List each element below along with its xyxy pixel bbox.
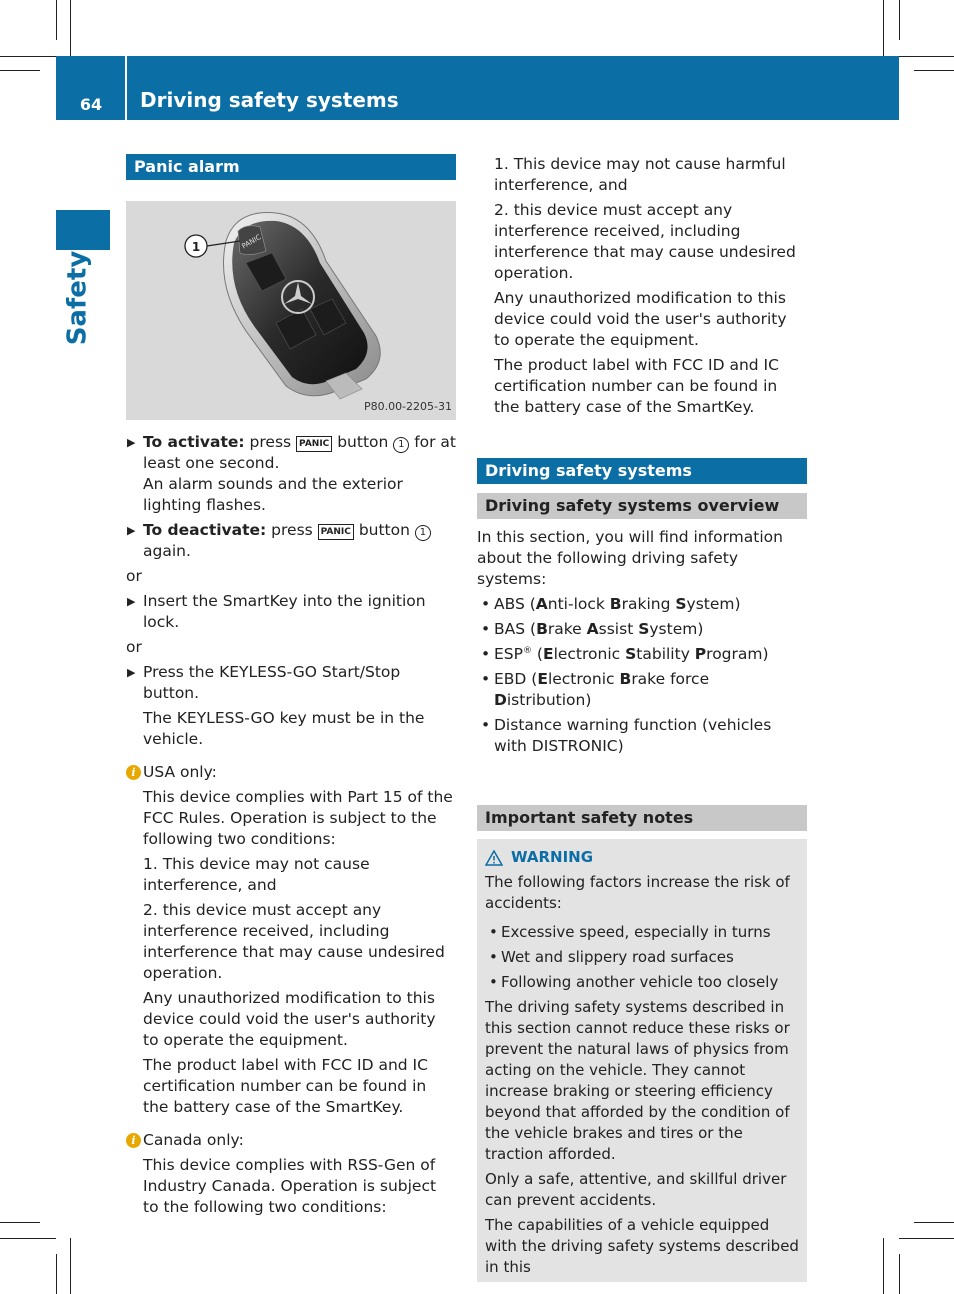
list-item-esp: • ESP® (Electronic Stability Program) (481, 645, 769, 663)
section-title-panic-alarm: Panic alarm (126, 154, 456, 180)
crop-mark (883, 1238, 884, 1294)
warning-p1: The driving safety systems described in this section cannot reduce these risks or prevent the natural laws of physics from acting on the vehicle. They cannot increase braking or steering efficiency beyond that afforded by the condition of the vehicle brakes and tires or the traction afforded. (485, 998, 790, 1163)
info-label: Canada only: (143, 1131, 244, 1149)
bullet-icon: • (481, 670, 491, 688)
warning-factor: • Excessive speed, especially in turns (489, 923, 771, 941)
warning-heading (485, 847, 799, 868)
figure-code: P80.00-2205-31 (363, 400, 452, 413)
warning-intro: The following factors increase the risk of accidents: (485, 873, 790, 912)
step-text: button (353, 521, 415, 539)
smartkey-illustration (126, 201, 456, 420)
step-deactivate (126, 520, 456, 562)
step-label: To deactivate: (143, 521, 267, 539)
side-tab-label: Safety (62, 250, 93, 346)
crop-mark (914, 1222, 954, 1223)
crop-mark (0, 56, 56, 57)
cont-p2: 2. this device must accept any interference received, including interference that may cause undesired operation. (494, 201, 796, 282)
panic-button-icon: PANIC (318, 524, 354, 540)
list-item-ebd: • EBD (Electronic Brake force Distribution) (481, 670, 710, 709)
page-number: 64 (79, 95, 103, 114)
crop-mark (70, 1238, 71, 1294)
crop-mark (0, 70, 40, 71)
step-arrow-icon: ▶ (127, 595, 136, 608)
page-header (56, 56, 899, 120)
list-item-bas: • BAS (Brake Assist System) (481, 620, 704, 638)
cont-p1: 1. This device may not cause harmful interference, and (494, 155, 786, 194)
step-activate (126, 432, 456, 516)
list-item-distance: • Distance warning function (vehicles with DISTRONIC) (481, 716, 772, 755)
warning-factor: • Wet and slippery road surfaces (489, 948, 734, 966)
or-text: or (126, 567, 142, 585)
step-arrow-icon: ▶ (127, 436, 136, 449)
step-text: for at least one second. (143, 433, 457, 472)
info-usa (126, 762, 456, 783)
crop-mark (899, 56, 954, 57)
section-title-driving-safety: Driving safety systems (477, 458, 807, 484)
step-text: again. (143, 542, 191, 560)
bullet-icon: • (489, 923, 498, 941)
bullet-icon: • (481, 620, 491, 638)
warning-box (477, 839, 807, 1282)
info-icon: i (126, 765, 141, 780)
step-keyless (126, 662, 456, 704)
step-result: An alarm sounds and the exterior lighting flashes. (143, 475, 403, 514)
page-title: Driving safety systems (140, 88, 399, 112)
figure-callout: 1 (191, 240, 201, 254)
warning-p3: The capabilities of a vehicle equipped with the driving safety systems described in this (485, 1216, 799, 1276)
step-text: Press the KEYLESS-GO Start/Stop button. (143, 663, 401, 702)
info-canada (126, 1130, 456, 1151)
warning-p2: Only a safe, attentive, and skillful driver can prevent accidents. (485, 1170, 787, 1209)
bullet-icon: • (489, 948, 498, 966)
overview-intro: In this section, you will find information about the following driving safety systems: (477, 528, 783, 588)
crop-mark (56, 0, 57, 40)
smartkey-figure (126, 201, 456, 420)
keyless-note: The KEYLESS-GO key must be in the vehicle. (143, 709, 425, 748)
step-text: press (244, 433, 297, 451)
panic-button-icon: PANIC (296, 436, 332, 452)
usa-p3: 2. this device must accept any interference received, including interference that may cause undesired operation. (143, 901, 445, 982)
step-arrow-icon: ▶ (127, 666, 136, 679)
list-item-abs: • ABS (Anti-lock Braking System) (481, 595, 741, 613)
info-icon: i (126, 1133, 141, 1148)
canada-p1: This device complies with RSS-Gen of Industry Canada. Operation is subject to the following two conditions: (143, 1156, 437, 1216)
callout-icon: 1 (393, 437, 409, 453)
crop-mark (899, 1238, 954, 1239)
crop-mark (56, 1254, 57, 1294)
warning-label: WARNING (511, 848, 594, 866)
right-column (477, 154, 807, 1282)
cont-p4: The product label with FCC ID and IC certification number can be found in the battery case of the SmartKey. (494, 356, 779, 416)
callout-icon: 1 (415, 525, 431, 541)
usa-p2: 1. This device may not cause interference, and (143, 855, 370, 894)
info-label: USA only: (143, 763, 217, 781)
crop-mark (899, 1254, 900, 1294)
usa-p1: This device complies with Part 15 of the FCC Rules. Operation is subject to the following two conditions: (143, 788, 453, 848)
crop-mark (914, 70, 954, 71)
usa-p5: The product label with FCC ID and IC certification number can be found in the battery case of the SmartKey. (143, 1056, 428, 1116)
warning-factor: • Following another vehicle too closely (489, 973, 779, 991)
usa-p4: Any unauthorized modification to this device could void the user's authority to operate the equipment. (143, 989, 436, 1049)
crop-mark (70, 0, 71, 56)
crop-mark (899, 0, 900, 40)
warning-triangle-icon (485, 850, 503, 866)
step-arrow-icon: ▶ (127, 524, 136, 537)
side-tab-marker (56, 210, 110, 250)
crop-mark (0, 1222, 40, 1223)
bullet-icon: • (481, 716, 491, 734)
bullet-icon: • (481, 645, 491, 663)
bullet-icon: • (489, 973, 498, 991)
svg-text:PANIC: PANIC (240, 233, 263, 251)
step-label: To activate: (143, 433, 245, 451)
bullet-icon: • (481, 595, 491, 613)
or-text: or (126, 638, 142, 656)
crop-mark (883, 0, 884, 56)
subsection-title-overview: Driving safety systems overview (477, 493, 807, 519)
cont-p3: Any unauthorized modification to this device could void the user's authority to operate the equipment. (494, 289, 787, 349)
left-column (126, 154, 456, 1218)
crop-mark (0, 1238, 56, 1239)
step-text: button (332, 433, 394, 451)
step-insert (126, 591, 456, 633)
step-text: Insert the SmartKey into the ignition lock. (143, 592, 426, 631)
step-text: press (266, 521, 318, 539)
subsection-title-safety-notes: Important safety notes (477, 805, 807, 831)
